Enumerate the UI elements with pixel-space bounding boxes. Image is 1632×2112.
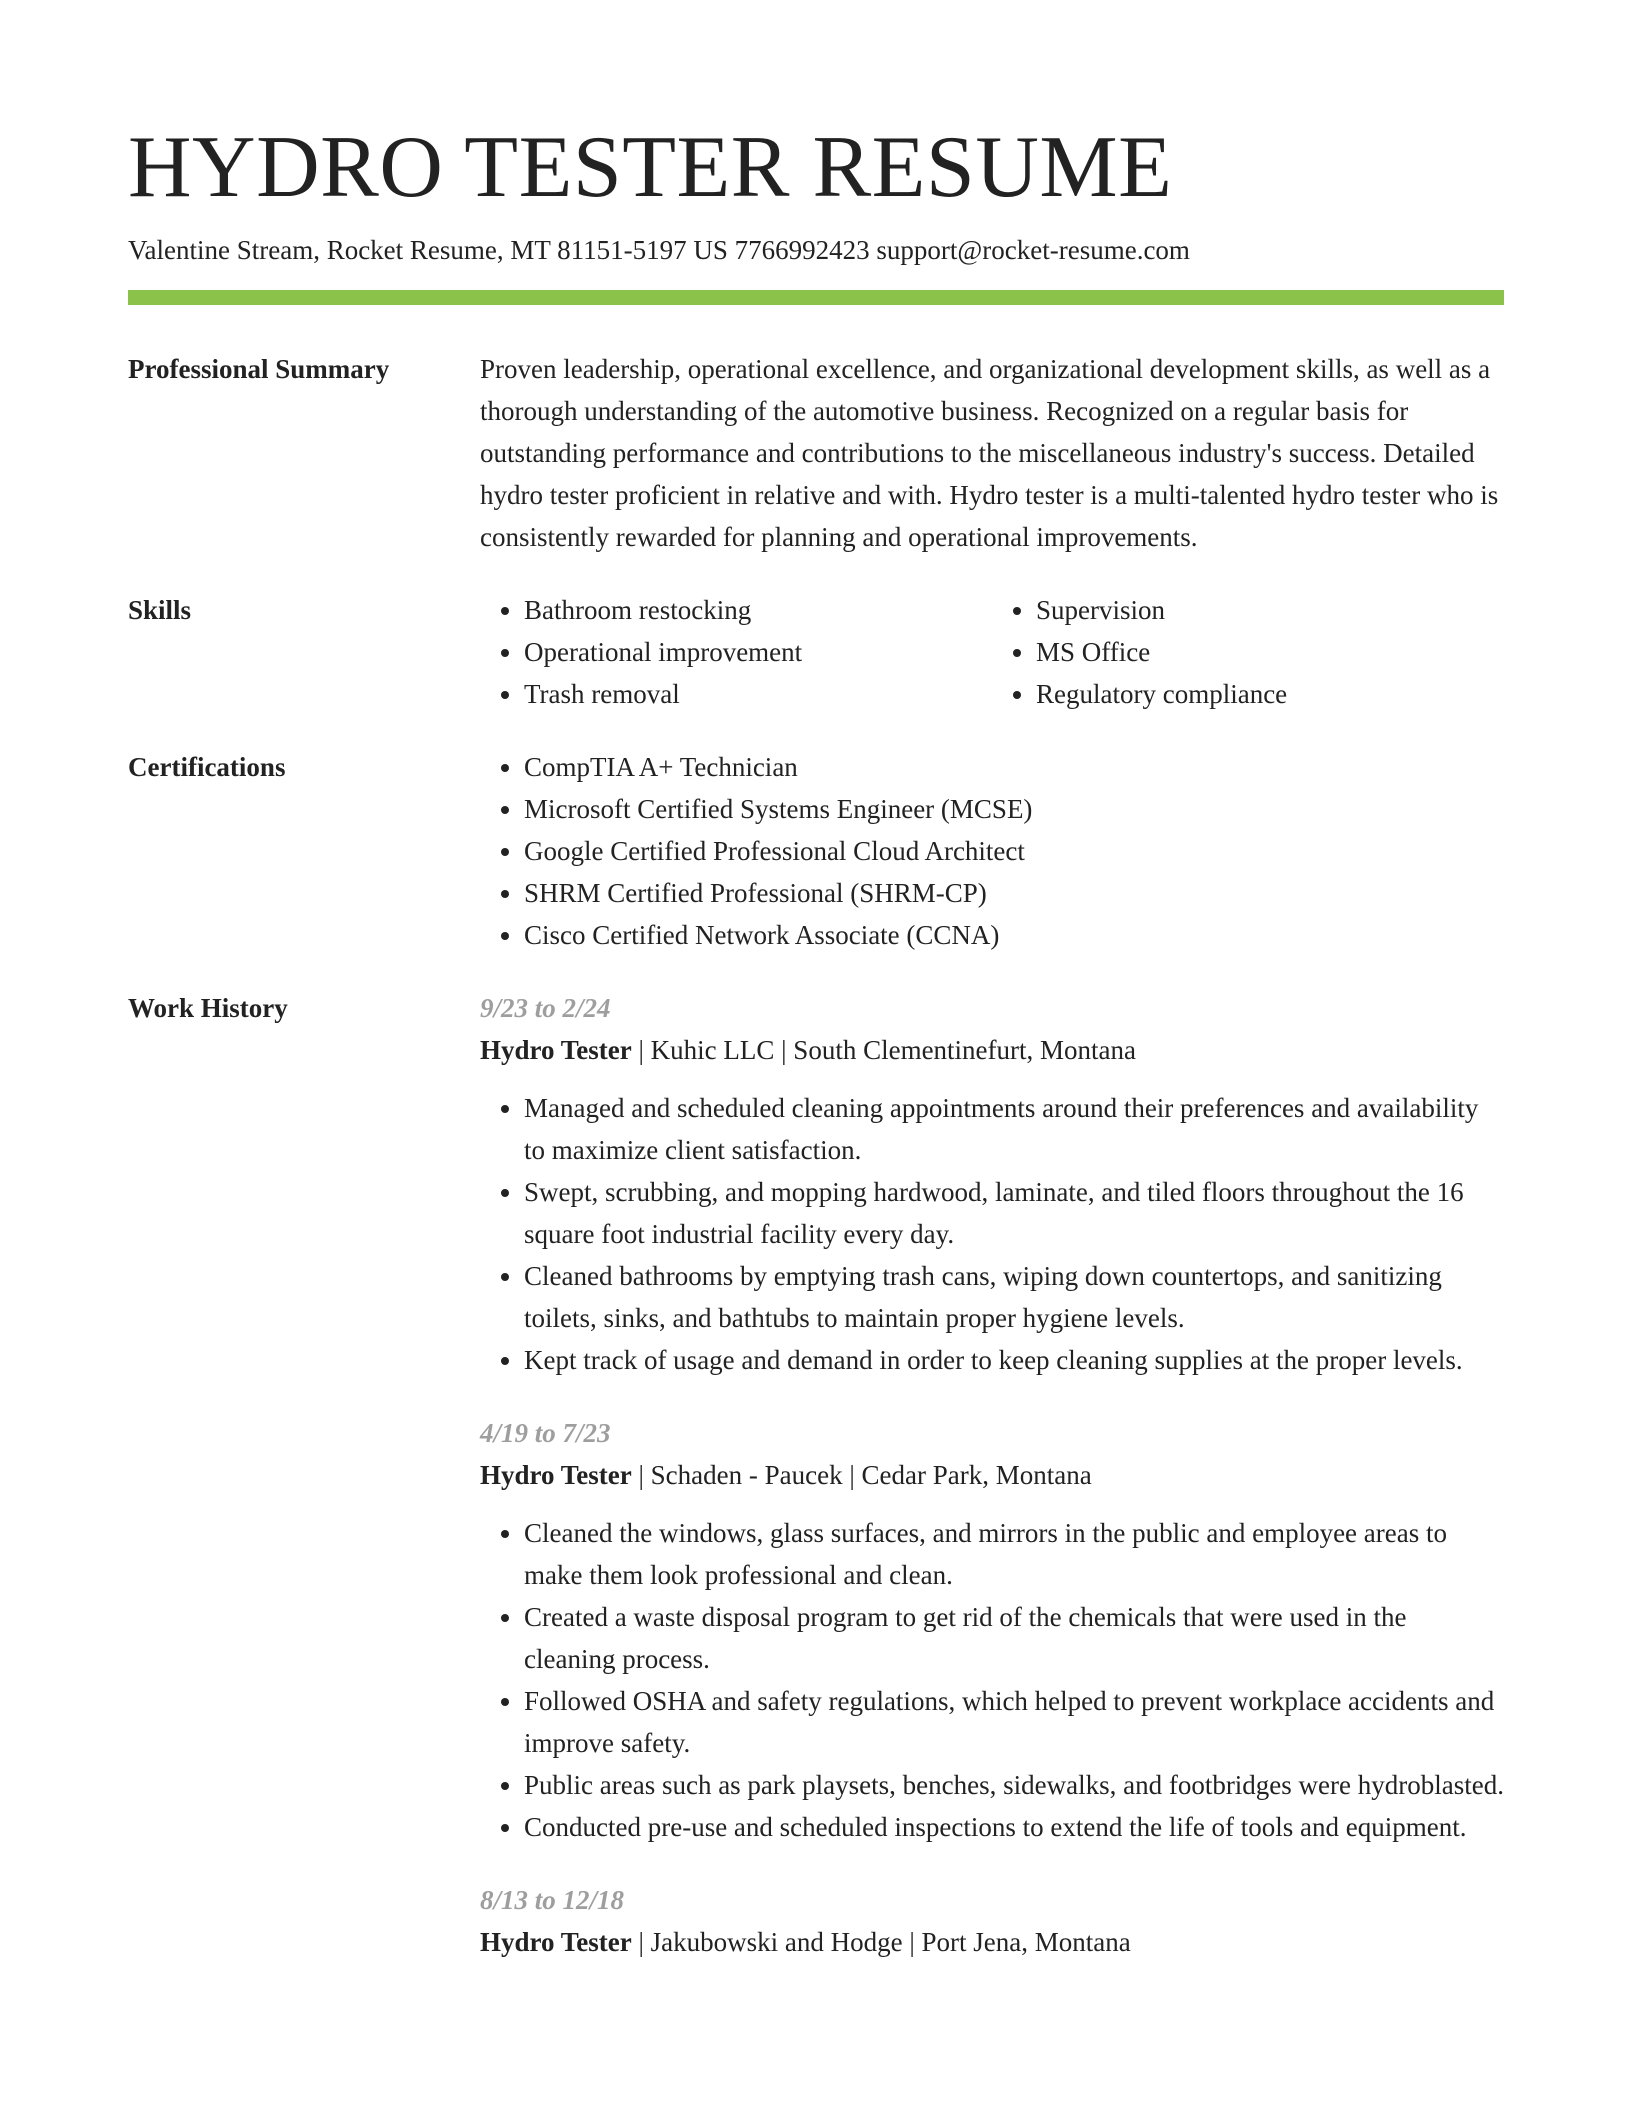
job-heading — [480, 1029, 1504, 1071]
job-bullet: • Public areas such as park playsets, benches, sidewalks, and footbridges were hydroblasted. — [524, 1764, 1504, 1806]
job-bullet: • Cleaned bathrooms by emptying trash cans, wiping down countertops, and sanitizing toilets, sinks, and bathtubs to maintain proper hygiene levels. — [524, 1255, 1504, 1339]
job-bullet: • Managed and scheduled cleaning appointments around their preferences and availability to maximize client satisfaction. — [524, 1087, 1504, 1171]
job-bullet: • Created a waste disposal program to get rid of the chemicals that were used in the cleaning process. — [524, 1596, 1504, 1680]
job-bullet: • Followed OSHA and safety regulations, which helped to prevent workplace accidents and improve safety. — [524, 1680, 1504, 1764]
job-title: Hydro Tester — [480, 1035, 632, 1065]
skills-list-right — [992, 589, 1504, 715]
skills-section — [128, 589, 1504, 715]
certification-item: • Cisco Certified Network Associate (CCNA) — [524, 914, 1504, 956]
job-heading — [480, 1921, 1504, 1963]
summary-text: Proven leadership, operational excellence, and organizational development skills, as well as a thorough understanding of the automotive business. Recognized on a regular basis for outstanding performance and contributions to the miscellaneous industry's success. Detailed hydro tester proficient in relative and with. Hydro tester is a multi-talented hydro tester who is consistently rewarded for planning and operational improvements. — [480, 354, 1499, 552]
skill-item: • Bathroom restocking — [524, 589, 992, 631]
accent-divider — [128, 290, 1504, 305]
resume-header — [128, 118, 1504, 305]
skill-item: • Regulatory compliance — [1036, 673, 1504, 715]
resume-content — [128, 348, 1504, 1963]
job-date: 9/23 to 2/24 — [480, 993, 611, 1023]
skills-list-left — [480, 589, 992, 715]
job-title: Hydro Tester — [480, 1927, 632, 1957]
resume-title: HYDRO TESTER RESUME — [128, 119, 1173, 216]
skill-item: • Trash removal — [524, 673, 992, 715]
certifications-label: Certifications — [128, 752, 286, 782]
job-bullet: • Conducted pre-use and scheduled inspections to extend the life of tools and equipment. — [524, 1806, 1504, 1848]
job-entry — [480, 987, 1504, 1381]
skills-label: Skills — [128, 595, 192, 625]
job-entry — [480, 1412, 1504, 1848]
job-bullet: • Swept, scrubbing, and mopping hardwood, laminate, and tiled floors throughout the 16 square foot industrial facility every day. — [524, 1171, 1504, 1255]
job-date: 8/13 to 12/18 — [480, 1885, 625, 1915]
job-heading — [480, 1454, 1504, 1496]
contact-line: Valentine Stream, Rocket Resume, MT 81151-5197 US 7766992423 support@rocket-resume.com — [128, 235, 1190, 265]
job-date: 4/19 to 7/23 — [480, 1418, 611, 1448]
skill-item: • MS Office — [1036, 631, 1504, 673]
job-details: | Schaden - Paucek | Cedar Park, Montana — [631, 1460, 1092, 1490]
job-details: | Kuhic LLC | South Clementinefurt, Montana — [631, 1035, 1136, 1065]
job-bullets — [480, 1512, 1504, 1848]
certification-item: • SHRM Certified Professional (SHRM-CP) — [524, 872, 1504, 914]
skill-item: • Supervision — [1036, 589, 1504, 631]
certification-item: • Google Certified Professional Cloud Architect — [524, 830, 1504, 872]
job-title: Hydro Tester — [480, 1460, 632, 1490]
work-history-section — [128, 987, 1504, 1963]
certifications-list — [480, 746, 1504, 956]
job-bullets — [480, 1087, 1504, 1381]
work-history-label: Work History — [128, 993, 288, 1023]
job-details: | Jakubowski and Hodge | Port Jena, Montana — [631, 1927, 1131, 1957]
summary-label: Professional Summary — [128, 354, 390, 384]
certification-item: • CompTIA A+ Technician — [524, 746, 1504, 788]
skill-item: • Operational improvement — [524, 631, 992, 673]
summary-section — [128, 348, 1504, 558]
job-bullet: • Kept track of usage and demand in order to keep cleaning supplies at the proper levels. — [524, 1339, 1504, 1381]
certifications-section — [128, 746, 1504, 956]
job-entry — [480, 1879, 1504, 1963]
certification-item: • Microsoft Certified Systems Engineer (MCSE) — [524, 788, 1504, 830]
job-bullet: • Cleaned the windows, glass surfaces, and mirrors in the public and employee areas to make them look professional and clean. — [524, 1512, 1504, 1596]
